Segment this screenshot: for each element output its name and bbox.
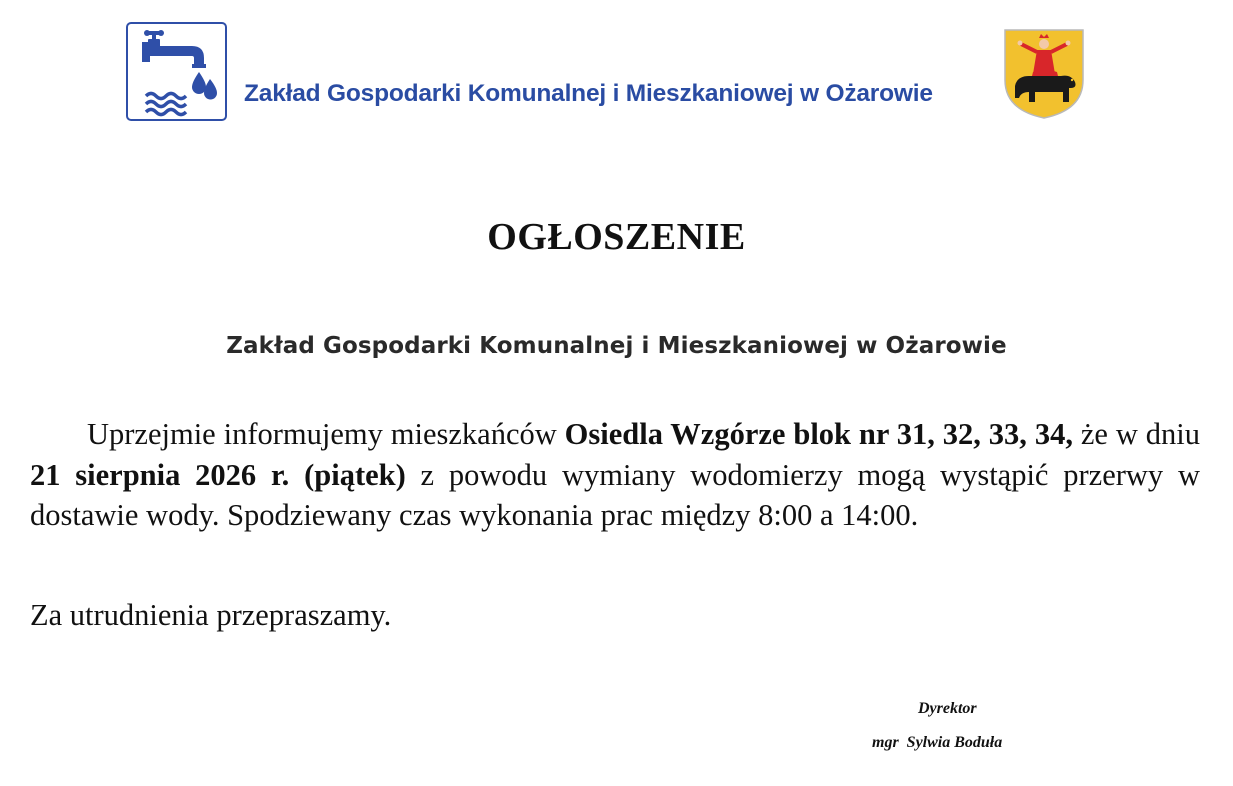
signature-name: mgr Sylwia Boduła xyxy=(872,734,1003,751)
letterhead xyxy=(126,22,1086,124)
water-tap-drops-waves-icon xyxy=(128,24,227,121)
body-text-1: Uprzejmie informujemy mieszkańców xyxy=(87,417,565,451)
body-text-3: z powodu wymiany wodomierzy mogą wystąpić przerwy w dostawie wody. Spodziewany czas wykonania prac między 8:00 a 14:00. xyxy=(30,457,1200,532)
body-text-2: że w dniu xyxy=(1072,417,1200,451)
notice-organization: Zakład Gospodarki Komunalnej i Mieszkaniowej w Ożarowie xyxy=(226,333,1007,359)
header-organization-name: Zakład Gospodarki Komunalnej i Mieszkaniowej w Ożarowie xyxy=(244,80,933,107)
water-tap-logo xyxy=(126,22,227,121)
signature-role: Dyrektor xyxy=(918,700,977,717)
notice-apology: Za utrudnienia przepraszamy. xyxy=(30,598,392,632)
notice-title: OGŁOSZENIE xyxy=(487,216,746,258)
notice-body xyxy=(30,414,1200,536)
body-bold-location: Osiedla Wzgórze blok nr 31, 32, 33, 34, xyxy=(564,417,1073,451)
coat-of-arms-bear-icon xyxy=(1003,28,1085,120)
body-bold-date: 21 sierpnia 2026 r. (piątek) xyxy=(30,457,406,492)
